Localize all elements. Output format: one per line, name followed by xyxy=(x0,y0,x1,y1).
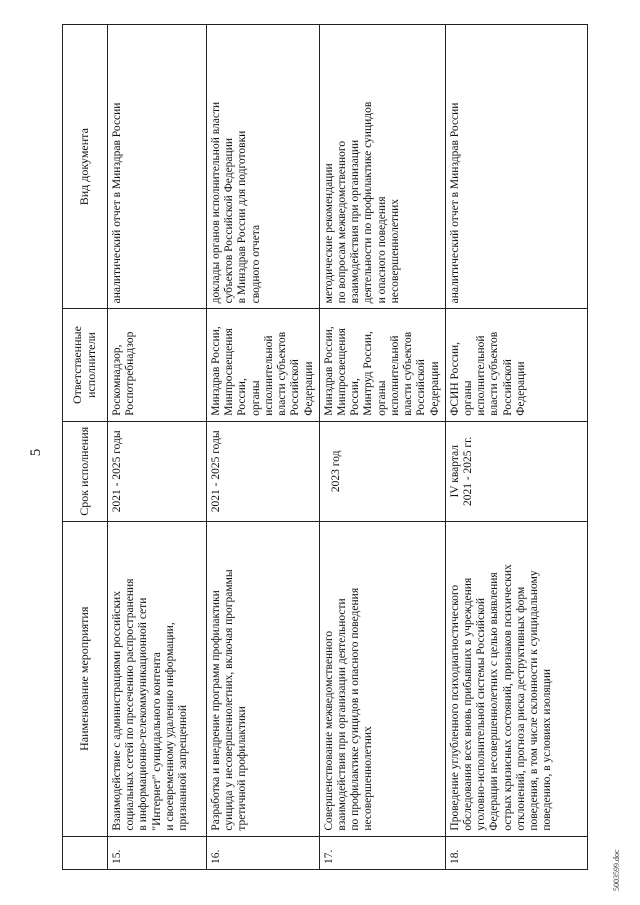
activities-table xyxy=(62,24,588,870)
activity-term: 2021 - 2025 годы xyxy=(207,421,320,521)
activity-name: Совершенствование межведомственного взаимодействия при организации деятельности по профилактике суицидов и опасного поведения несовершеннолетних xyxy=(319,521,445,836)
activity-name: Взаимодействие с администрациями российских социальных сетей по пресечению распространения в информационно-телекоммуникационной сети "Интернет" суицидального контента и своевременному удалению информации, признанной запрещенной xyxy=(108,521,207,836)
activity-name: Разработка и внедрение программ профилактики суицида у несовершеннолетних, включая программы третичной профилактики xyxy=(207,521,320,836)
activity-name: Проведение углубленного психодиагностического обследования всех вновь прибывших в учреждения уголовно-исполнительной системы Российской Федерации несовершеннолетних с целью выявления острых кризисных состояний, признаков психических отклонений, прогноза риска деструктивных форм поведения, в том числе склонности к суицидальному поведению, в условиях изоляции xyxy=(445,521,587,836)
table-row xyxy=(319,25,445,870)
activity-responsible: Роскомнадзор, Роспотребнадзор xyxy=(108,309,207,421)
header-activity-name: Наименование мероприятия xyxy=(63,521,108,836)
activity-responsible: Минздрав России, Минпросвещения России, Минтруд России, органы исполнительной власти субъектов Российской Федерации xyxy=(319,309,445,421)
header-document-type: Вид документа xyxy=(63,25,108,309)
row-number: 15. xyxy=(108,836,207,869)
table-row xyxy=(207,25,320,870)
activity-term: IV квартал 2021 - 2025 гг. xyxy=(445,421,587,521)
table-row xyxy=(445,25,587,870)
row-number: 17. xyxy=(319,836,445,869)
activity-term: 2023 год xyxy=(319,421,445,521)
header-term: Срок исполнения xyxy=(63,421,108,521)
activity-document-type: доклады органов исполнительной власти субъектов Российской Федерации в Минздрав России для подготовки сводного отчета xyxy=(207,25,320,309)
document-file-name: 5003599.doc xyxy=(612,849,621,891)
table-row xyxy=(108,25,207,870)
row-number: 16. xyxy=(207,836,320,869)
page-number: 5 xyxy=(28,448,44,457)
table-header-row xyxy=(63,25,108,870)
header-responsible: Ответственные исполнители xyxy=(63,309,108,421)
row-number: 18. xyxy=(445,836,587,869)
activity-responsible: Минздрав России, Минпросвещения России, органы исполнительной власти субъектов Российской Федерации xyxy=(207,309,320,421)
activity-document-type: аналитический отчет в Минздрав России xyxy=(108,25,207,309)
activity-responsible: ФСИН России, органы исполнительной власти субъектов Российской Федерации xyxy=(445,309,587,421)
activity-document-type: аналитический отчет в Минздрав России xyxy=(445,25,587,309)
activity-document-type: методические рекомендации по вопросам межведомственного взаимодействия при организации деятельности по профилактике суицидов и опасного поведения несовершеннолетних xyxy=(319,25,445,309)
activity-term: 2021 - 2025 годы xyxy=(108,421,207,521)
header-number xyxy=(63,836,108,869)
